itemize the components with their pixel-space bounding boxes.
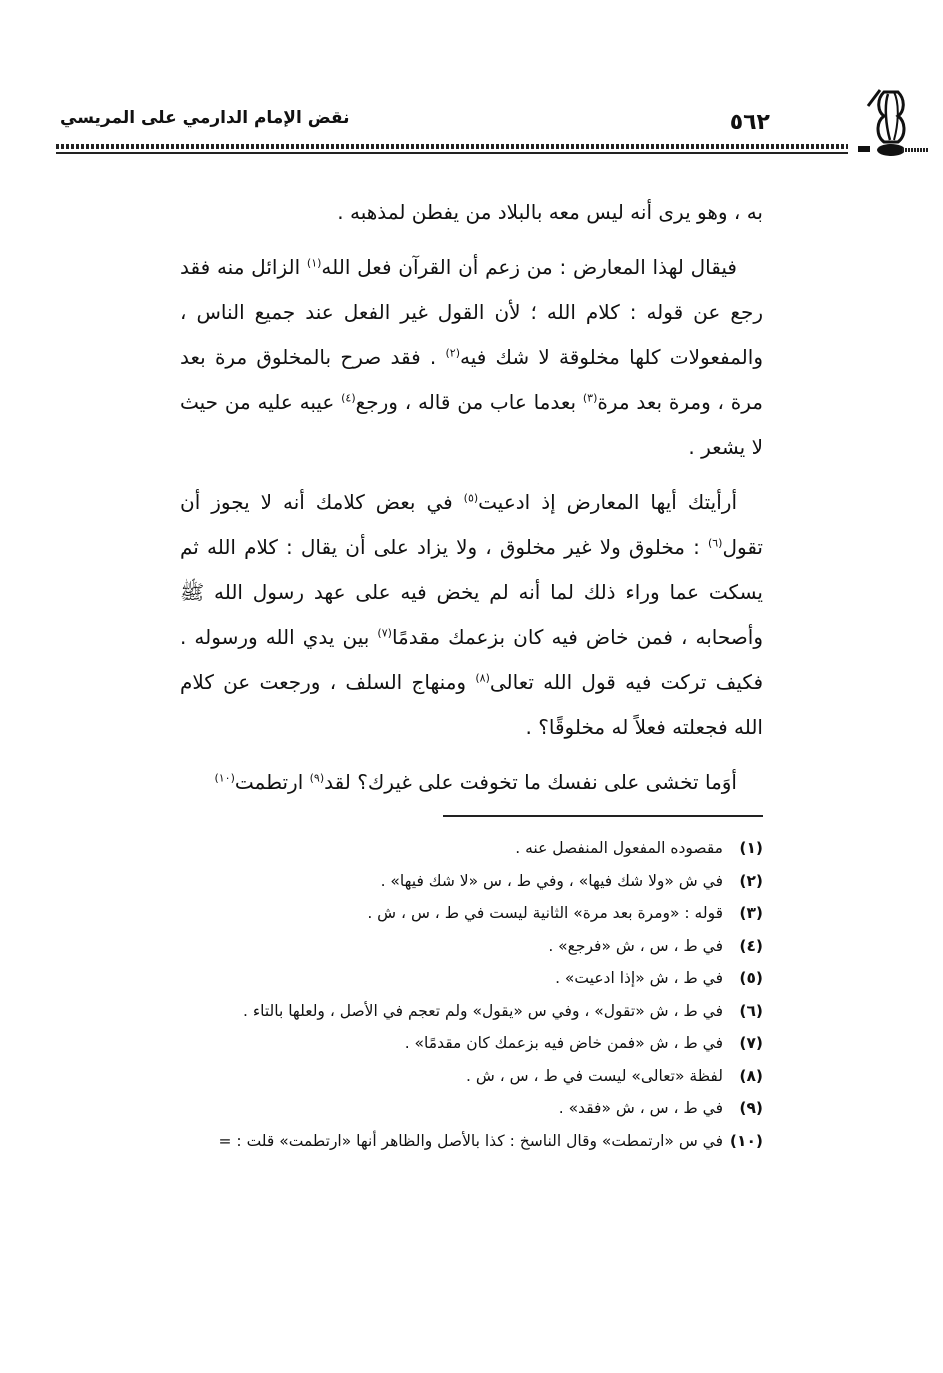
text-run: عيبه عليه من حيث لا يشعر . — [180, 390, 763, 459]
text-run: به ، وهو يرى أنه ليس معه بالبلاد من يفطن لمذهبه . — [337, 200, 763, 224]
header-rule — [56, 152, 848, 154]
footnote — [123, 1060, 763, 1093]
footnote-number: (٨) — [739, 1066, 763, 1085]
text-run: أوَما تخشى على نفسك ما تخوفت على غيرك؟ لقد — [324, 770, 737, 794]
footnote-ref[interactable]: (٢) — [445, 346, 460, 360]
paragraph — [180, 480, 763, 750]
footnote-ref[interactable]: (٤) — [341, 391, 356, 405]
footnote — [123, 1125, 763, 1158]
header-rule-ornament — [902, 148, 928, 152]
footnote-separator — [443, 815, 763, 817]
footnote-text: في ط ، س ، ش «فرجع» . — [548, 936, 723, 955]
footnote-ref[interactable]: (٧) — [377, 626, 392, 640]
text-run: فيقال لهذا المعارض : من زعم أن القرآن فعل الله — [321, 255, 737, 279]
footnote — [123, 995, 763, 1028]
text-run: أرأيتك أيها المعارض إذ ادعيت — [478, 490, 738, 514]
text-run: ومنهاج السلف ، ورجعت عن كلام الله فجعلته فعلاً له مخلوقًا؟ . — [180, 670, 763, 739]
footnote — [123, 832, 763, 865]
footnotes — [123, 832, 763, 1157]
footnote-text: في ش «ولا شك فيها» ، وفي ط ، س «لا شك فيها» . — [380, 871, 723, 890]
text-run: ارتطمت — [234, 770, 310, 794]
footnote-text: في ط ، ش «فمن خاض فيه بزعمك كان مقدمًا» . — [404, 1034, 723, 1052]
text-run: الزائل منه فقد رجع عن قوله : كلام الله ؛ لأن القول غير الفعل عند جميع الناس ، والمفعولات كلها مخلوقة لا شك فيه — [180, 255, 763, 369]
footnote-ref[interactable]: (١) — [306, 256, 322, 270]
footnote — [123, 1092, 763, 1125]
page-number: ٥٦٢ — [729, 110, 770, 135]
footnote-number: (١) — [739, 839, 763, 857]
footnote-number: (٤) — [739, 936, 763, 955]
footnote-number: (٣) — [739, 904, 763, 922]
main-text — [180, 190, 763, 815]
text-run: : مخلوق ولا غير مخلوق ، ولا يزاد على أن يقال : كلام الله ثم يسكت عما وراء ذلك لما أنه لم يخض فيه على عهد رسول الله ﷺ وأصحابه ، فمن خاض فيه كان بزعمك مقدمًا — [180, 535, 763, 649]
paragraph — [180, 760, 763, 805]
footnote-ref[interactable]: (٣) — [582, 391, 598, 405]
text-run: . فقد صرح بالمخلوق مرة بعد مرة ، ومرة بعد مرة — [180, 345, 763, 414]
footnote — [123, 962, 763, 995]
text-run: بين يدي الله ورسوله . فكيف تركت فيه قول الله تعالى — [180, 625, 763, 694]
footnote — [123, 930, 763, 963]
footnote-text: لفظة «تعالى» ليست في ط ، س ، ش . — [466, 1066, 723, 1085]
text-run: بعدما عاب من قاله ، ورجع — [355, 390, 583, 414]
footnote-number: (٥) — [739, 969, 763, 987]
footnote-ref[interactable]: (٦) — [707, 536, 723, 550]
footnote-text: مقصوده المفعول المنفصل عنه . — [515, 839, 723, 857]
footnote-number: (٦) — [739, 1001, 763, 1020]
footnote-text: في ط ، ش «تقول» ، وفي س «يقول» ولم تعجم في الأصل ، ولعلها بالتاء . — [242, 1001, 723, 1020]
paragraph — [180, 190, 763, 235]
footnote — [123, 1027, 763, 1060]
footnote — [123, 865, 763, 898]
footnote-text: في س «ارتمطت» وقال الناسخ : كذا بالأصل والظاهر أنها «ارتطمت» قلت : = — [218, 1131, 723, 1150]
header-dotted-rule — [56, 144, 848, 149]
footnote-text: في ط ، س ، ش «فقد» . — [558, 1099, 723, 1117]
footnote-ref[interactable]: (١٠) — [214, 771, 235, 785]
footnote-number: (١٠) — [729, 1131, 763, 1150]
page-header — [18, 86, 928, 166]
text-run: في بعض كلامك أنه لا يجوز أن تقول — [180, 490, 763, 559]
footnote-text: قوله : «ومرة بعد مرة» الثانية ليست في ط ، س ، ش . — [367, 904, 723, 922]
paragraph — [180, 245, 763, 470]
footnote-ref[interactable]: (٩) — [309, 771, 325, 785]
footnote-number: (٩) — [739, 1099, 763, 1117]
footnote-number: (٧) — [739, 1034, 763, 1052]
footnote-ref[interactable]: (٥) — [463, 491, 479, 505]
running-title: نقض الإمام الدارمي على المريسي — [60, 108, 350, 128]
footnote — [123, 897, 763, 930]
footnote-ref[interactable]: (٨) — [475, 671, 490, 685]
footnote-number: (٢) — [739, 871, 763, 890]
footnote-text: في ط ، ش «إذا ادعيت» . — [555, 969, 723, 987]
